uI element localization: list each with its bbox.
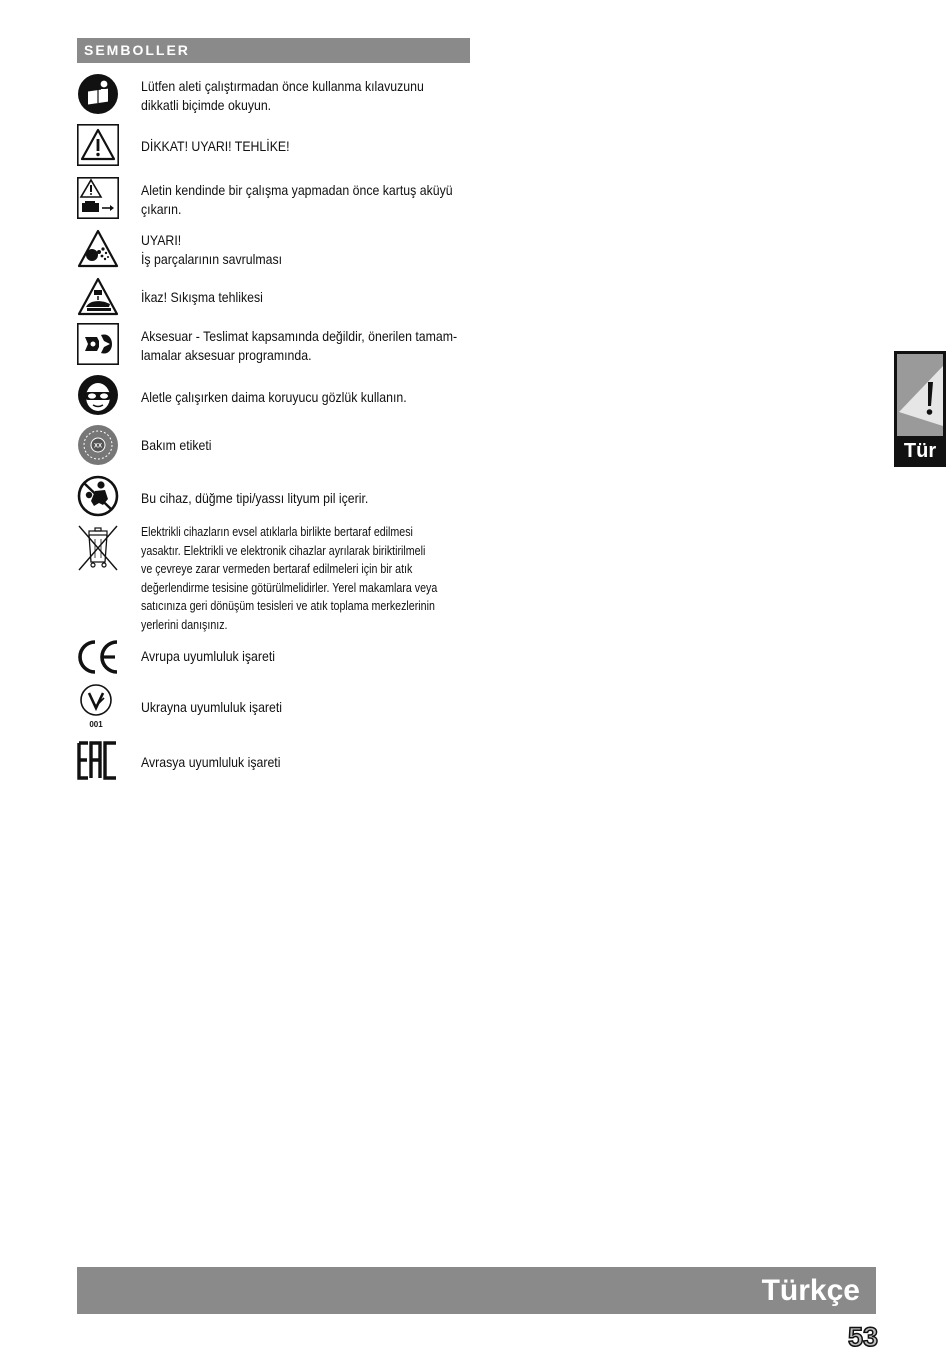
symbol-text: UYARI! İş parçalarının savrulması [141, 232, 283, 267]
symbol-text: İkaz! Sıkışma tehlikesi [141, 289, 263, 305]
side-tab-label: Tür [903, 440, 937, 462]
page-number: 53 [847, 1322, 878, 1352]
warning-triangle-icon [77, 124, 119, 166]
symbol-text: Lütfen aleti çalıştırmadan önce kullanma kılavuzunu dikkatli biçimde okuyun. [141, 78, 424, 113]
symbol-text: Aksesuar - Teslimat kapsamında değildir, önerilen tamam- lamalar aksesuar programında. [141, 328, 458, 363]
side-tab-warning-icon [897, 354, 943, 436]
maintenance-badge-text: XX [93, 443, 103, 450]
symbol-text: Aletin kendinde bir çalışma yapmadan önce kartuş aküyü çıkarın. [141, 182, 453, 217]
symbol-text: Elektrikli cihazların evsel atıklarla birlikte bertaraf edilmesi yasaktır. Elektrikli ve elektronik cihazlar ayrılarak biriktirilmeli ve çevreye zarar vermeden bertaraf edilmeleri için bir atık değerlendirme tesisine götürülmelidirler. Yerel makamlara veya satıcınıza geri dönüşüm tesisleri ve atık toplama merkezlerinin yerlerini danışınız. [141, 524, 438, 632]
ukraine-conformity-icon [77, 682, 119, 730]
section-title: SEMBOLLER [84, 42, 190, 58]
ce-mark-icon [77, 636, 119, 678]
section-header [77, 38, 470, 63]
safety-goggles-icon [77, 374, 119, 416]
symbol-text: Bakım etiketi [141, 437, 212, 453]
symbol-text: Bu cihaz, düğme tipi/yassı lityum pil içerir. [141, 490, 369, 506]
footer-bar [77, 1267, 876, 1314]
maintenance-label-icon [77, 424, 119, 466]
eac-mark-icon [77, 740, 119, 782]
ukraine-code-text: 001 [89, 720, 103, 729]
read-manual-icon [77, 73, 119, 115]
crush-hazard-icon [77, 276, 119, 318]
weee-bin-icon [77, 524, 119, 572]
remove-battery-icon [77, 177, 119, 219]
symbol-text: Ukrayna uyumluluk işareti [141, 699, 283, 715]
side-tab-warning-box [897, 354, 943, 436]
symbol-text: DİKKAT! UYARI! TEHLİKE! [141, 138, 290, 154]
symbol-text: Avrupa uyumluluk işareti [141, 648, 275, 664]
footer-language: Türkçe [761, 1274, 860, 1307]
symbol-text: Avrasya uyumluluk işareti [141, 754, 281, 770]
language-side-tab [894, 351, 946, 467]
coin-battery-icon [77, 475, 119, 517]
accessory-icon [77, 323, 119, 365]
symbol-text: Aletle çalışırken daima koruyucu gözlük kullanın. [141, 389, 407, 405]
flying-debris-icon [77, 228, 119, 270]
